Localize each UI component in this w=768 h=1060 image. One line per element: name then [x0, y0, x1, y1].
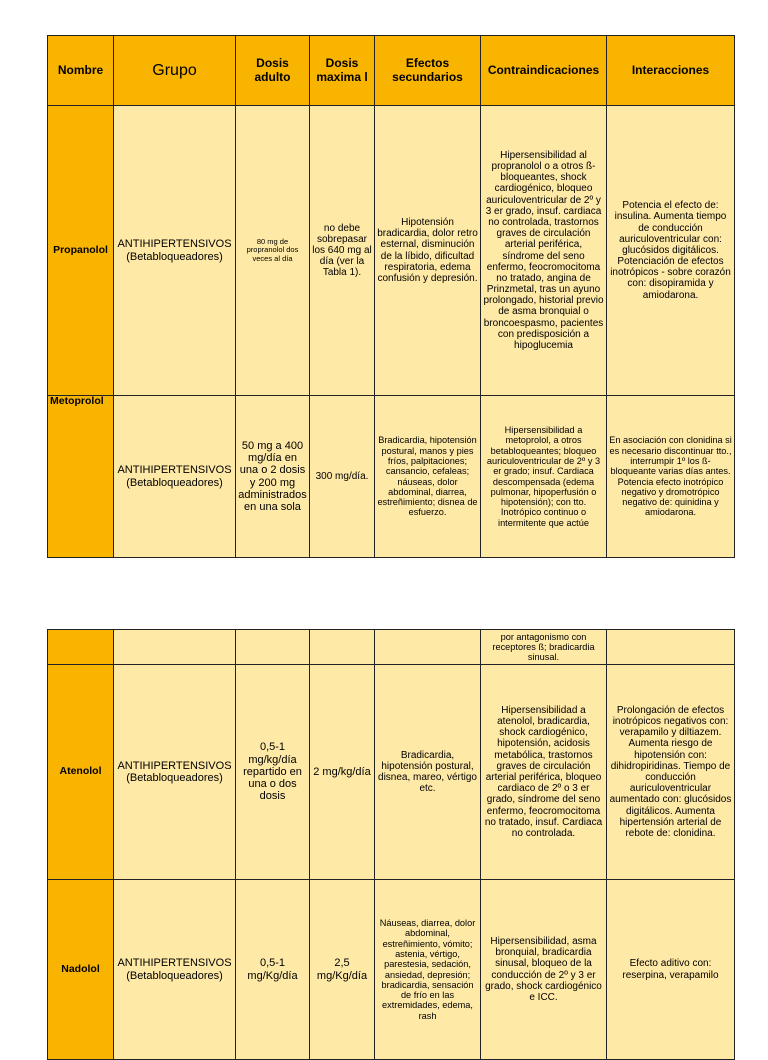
header-dosis-adulto: Dosis adulto — [236, 36, 310, 106]
table-row-continuation — [48, 630, 735, 665]
header-efectos: Efectos secundarios — [375, 36, 481, 106]
interactions: En asociación con clonidina si es necesario discontinuar tto., interrumpir 1º los ß-bloqueante varias días antes. Potencia efecto inotrópico negativo y dromotrópico negativo de: quinidina y amiodarona. — [607, 396, 735, 558]
drug-name: Metoprolol — [48, 396, 114, 558]
adult-dose: 0,5-1 mg/kg/día repartido en una o dos dosis — [236, 665, 310, 880]
contraindications: por antagonismo con receptores ß; bradicardia sinusal. — [481, 630, 607, 665]
drug-name: Atenolol — [48, 665, 114, 880]
header-dosis-maxima: Dosis maxima l — [310, 36, 375, 106]
max-dose: 2,5 mg/Kg/día — [310, 880, 375, 1060]
drug-group: ANTIHIPERTENSIVOS (Betabloqueadores) — [114, 665, 236, 880]
header-interacciones: Interacciones — [607, 36, 735, 106]
max-dose: 2 mg/kg/día — [310, 665, 375, 880]
side-effects: Náuseas, diarrea, dolor abdominal, estreñimiento, vómito; astenia, vértigo, parestesia, sedación, ansiedad, depresión; bradicardia, sensación de frío en las extremidades, edema, rash — [375, 880, 481, 1060]
contraindications: Hipersensibilidad a atenolol, bradicardia, shock cardiogénico, hipotensión, acidosis metabólica, trastornos graves de circulación arterial periférica, bloqueo cardiaco de 2º o 3 er grado, síndrome del seno enfermo, feocromocitoma no tratado, insuf. Cardiaca no controlada. — [481, 665, 607, 880]
interactions-empty — [607, 630, 735, 665]
drug-name: Propanolol — [48, 106, 114, 396]
header-contraindicaciones: Contraindicaciones — [481, 36, 607, 106]
table-row-propranolol — [48, 106, 735, 396]
drug-name-empty — [48, 630, 114, 665]
contraindications: Hipersensibilidad, asma bronquial, bradicardia sinusal, bloqueo de la conducción de 2º y 3 er grado, shock cardiogénico e ICC. — [481, 880, 607, 1060]
max-dose: 300 mg/día. — [310, 396, 375, 558]
side-effects-empty — [375, 630, 481, 665]
drug-name: Nadolol — [48, 880, 114, 1060]
table-row-metoprolol — [48, 396, 735, 558]
table-header-row — [48, 36, 735, 106]
header-grupo: Grupo — [114, 36, 236, 106]
header-nombre: Nombre — [48, 36, 114, 106]
drug-group: ANTIHIPERTENSIVOS (Betabloqueadores) — [114, 880, 236, 1060]
table-row-atenolol — [48, 665, 735, 880]
drug-table-top — [47, 35, 735, 558]
interactions: Efecto aditivo con: reserpina, verapamilo — [607, 880, 735, 1060]
drug-group: ANTIHIPERTENSIVOS (Betabloqueadores) — [114, 106, 236, 396]
side-effects: Hipotensión bradicardia, dolor retro esternal, disminución de la líbido, dificultad respiratoria, edema confusión y depresión. — [375, 106, 481, 396]
drug-table-bottom — [47, 629, 735, 1060]
adult-dose: 80 mg de propranolol dos veces al día — [236, 106, 310, 396]
interactions: Potencia el efecto de: insulina. Aumenta tiempo de conducción auriculoventricular con: glucósidos digitálicos. Potenciación de efectos inotrópicos - sobre corazón con: disopiramida y amiodarona. — [607, 106, 735, 396]
side-effects: Bradicardia, hipotensión postural, disnea, mareo, vértigo etc. — [375, 665, 481, 880]
side-effects: Bradicardia, hipotensión postural, manos y pies fríos, palpitaciones; cansancio, cefaleas; náuseas, dolor abdominal, diarrea, estreñimiento; disnea de esfuerzo. — [375, 396, 481, 558]
contraindications: Hipersensibilidad a metoprolol, a otros betabloqueantes; bloqueo auriculoventricular de 2º y 3 er grado; insuf. Cardiaca descompensada (edema pulmonar, hipoperfusión o hipotensión); con tto. Inotrópico continuo o intermitente que actúe — [481, 396, 607, 558]
adult-dose: 0,5-1 mg/Kg/día — [236, 880, 310, 1060]
max-dose: no debe sobrepasar los 640 mg al día (ver la Tabla 1). — [310, 106, 375, 396]
table-row-nadolol — [48, 880, 735, 1060]
drug-group: ANTIHIPERTENSIVOS (Betabloqueadores) — [114, 396, 236, 558]
adult-dose: 50 mg a 400 mg/día en una o 2 dosis y 200 mg administrados en una sola — [236, 396, 310, 558]
interactions: Prolongación de efectos inotrópicos negativos con: verapamilo y diltiazem. Aumenta riesgo de hipotensión con: dihidropiridinas. Tiempo de conducción auriculoventricular aumentado con: glucósidos digitálicos. Aumenta hipertensión arterial de rebote de: clonidina. — [607, 665, 735, 880]
adult-dose-empty — [236, 630, 310, 665]
max-dose-empty — [310, 630, 375, 665]
contraindications: Hipersensibilidad al propranolol o a otros ß-bloqueantes, shock cardiogénico, bloqueo auriculoventricular de 2º y 3 er grado, insuf. cardiaca no controlada, trastornos graves de circulación arterial periférica, síndrome del seno enfermo, feocromocitoma no tratado, angina de Prinzmetal, tras un ayuno prolongado, historial previo de asma bronquial o broncoespasmo, pacientes con predisposición a hipoglucemia — [481, 106, 607, 396]
drug-group-empty — [114, 630, 236, 665]
